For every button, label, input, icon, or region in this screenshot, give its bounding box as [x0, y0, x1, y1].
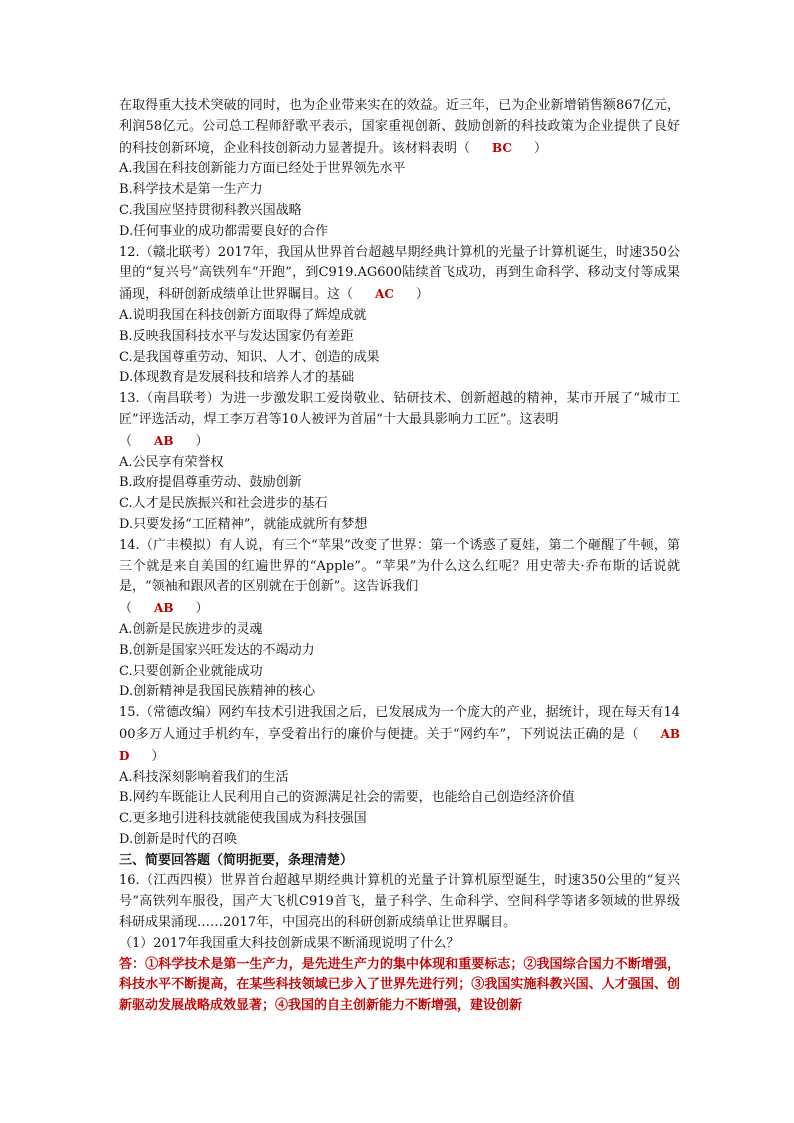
question-13-answer: AB [154, 433, 174, 448]
paren-open: （ [119, 433, 133, 449]
option: A.公民享有荣誉权 [119, 454, 224, 470]
question-15-stem [119, 703, 680, 767]
option: B.政府提倡尊重劳动、鼓励创新 [119, 475, 302, 491]
question-11-text: 在取得重大技术突破的同时，也为企业带来实在的效益。近三年，已为企业新增销售额867亿元，利润58亿元。公司总工程师舒歌平表示，国家重视创新、鼓励创新的科技政策为企业提供了良好的科技创新环境，企业科技创新动力显著提升。该材料表明（ [119, 98, 680, 156]
question-16-answer: 答：①科学技术是第一生产力，是先进生产力的集中体现和重要标志；②我国综合国力不断增强，科技水平不断提高，在某些科技领域已步入了世界先进行列；③我国实施科教兴国、人才强国、创新驱动发展战略成效显著；④我国的自主创新能力不断增强，建设创新 [119, 956, 680, 1014]
paren-close: ） [195, 433, 209, 449]
option: A.科技深刻影响着我们的生活 [119, 769, 289, 785]
option: B.创新是国家兴旺发达的不竭动力 [119, 642, 315, 658]
option: A.说明我国在科技创新方面取得了辉煌成就 [119, 307, 367, 323]
paren-close: ） [533, 140, 547, 156]
paren-close: ） [151, 748, 165, 764]
option: A.我国在科技创新能力方面已经处于世界领先水平 [119, 161, 406, 177]
question-15-text: 15.（常德改编）网约车技术引进我国之后，已发展成为一个庞大的产业，据统计，现在每天有1400多万人通过手机约车，享受着出行的廉价与便捷。关于“网约车”，下列说法正确的是（ [119, 705, 680, 742]
option: C.只要创新企业就能成功 [119, 663, 263, 679]
question-11-stem [119, 96, 680, 159]
question-16-stem: 16.（江西四模）世界首台超越早期经典计算机的光量子计算机原型诞生，时速350公里的“复兴号”高铁列车服役，国产大飞机C919首飞，量子科学、生命科学、空间科学等诸多领域的世界级科研成果涌现……2017年，中国亮出的科研创新成绩单让世界瞩目。 [119, 873, 680, 931]
question-13-stem: 13.（南昌联考）为进一步激发职工爱岗敬业、钻研技术、创新超越的精神，某市开展了“城市工匠”评选活动，焊工李万君等10人被评为首届“十大最具影响力工匠”。这表明 [119, 391, 680, 427]
option: D.创新是时代的召唤 [119, 831, 238, 847]
question-14-answer-line [119, 598, 680, 620]
option: C.人才是民族振兴和社会进步的基石 [119, 496, 328, 512]
option: C.是我国尊重劳动、知识、人才、创造的成果 [119, 349, 380, 365]
question-12-answer: AC [375, 287, 394, 302]
paren-close: ） [195, 601, 209, 617]
option: C.我国应坚持贯彻科教兴国战略 [119, 202, 302, 218]
option: B.网约车既能让人民利用自己的资源满足社会的需要，也能给自己创造经济价值 [119, 790, 575, 806]
question-13-answer-line [119, 431, 680, 453]
option: D.创新精神是我国民族精神的核心 [119, 684, 316, 700]
option: B.反映我国科技水平与发达国家仍有差距 [119, 328, 354, 344]
question-12-text: 12.（赣北联考）2017年，我国从世界首台超越早期经典计算机的光量子计算机诞生，时速350公里的“复兴号”高铁列车“开跑”，到C919.AG600陆续首飞成功，再到生命科学、移动支付等成果涌现，科研创新成绩单让世界瞩目。这（ [119, 244, 680, 303]
option: A.创新是民族进步的灵魂 [119, 621, 263, 637]
option: D.体现教育是发展科技和培养人才的基础 [119, 370, 355, 386]
document-body [119, 96, 680, 1017]
question-14-answer: AB [154, 601, 174, 616]
paren-close: ） [415, 287, 429, 303]
question-16-subquestion-1: （1）2017年我国重大科技创新成果不断涌现说明了什么？ [119, 935, 460, 951]
section-heading: 三、简要回答题（简明扼要，条理清楚） [119, 852, 354, 868]
question-11-answer: BC [492, 140, 512, 155]
question-12-stem [119, 243, 680, 306]
question-15-answer: ABD [119, 726, 680, 763]
question-14-stem: 14.（广丰模拟）有人说，有三个“苹果”改变了世界：第一个诱惑了夏娃，第二个砸醒了牛顿，第三个就是来自美国的红遍世界的“Apple”。“苹果”为什么这么红呢？用史蒂夫·乔布斯的话说就是，“领袖和跟风者的区别就在于创新”。这告诉我们 [119, 537, 680, 595]
option: C.更多地引进科技就能使我国成为科技强国 [119, 811, 367, 827]
option: B.科学技术是第一生产力 [119, 182, 263, 198]
option: D.任何事业的成功都需要良好的合作 [119, 223, 329, 239]
option: D.只要发扬“工匠精神”，就能成就所有梦想 [119, 516, 368, 532]
paren-open: （ [119, 601, 133, 617]
